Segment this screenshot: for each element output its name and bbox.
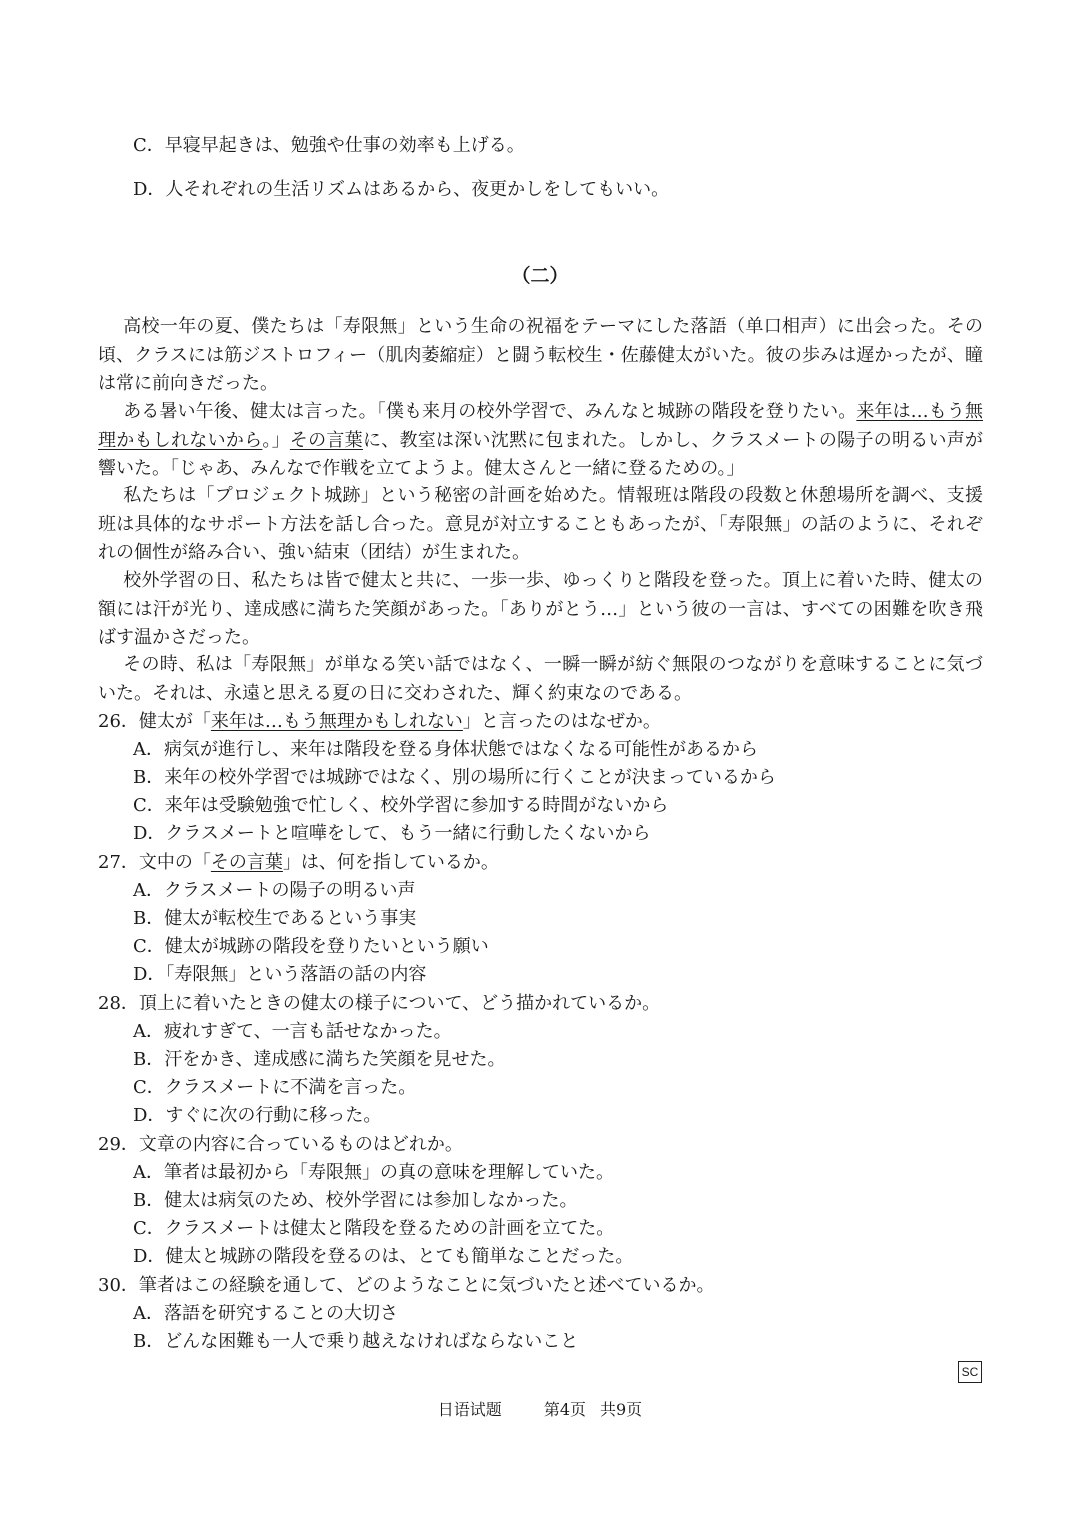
question-27-option-d: D．「寿限無」という落語の話の内容 — [133, 964, 427, 985]
passage-paragraph-4: 校外学習の日、私たちは皆で健太と共に、一歩一歩、ゆっくりと階段を登った。頂上に着いた時、健太の額には汗が光り、達成感に満ちた笑顔があった。「ありがとう…」という彼の一言は、すべての困難を吹き飛ばす温かさだった。 — [98, 570, 983, 648]
question-26-option-c: C．来年は受験勉強で忙しく、校外学習に参加する時間がないから — [133, 795, 669, 816]
question-29-option-b: B．健太は病気のため、校外学習には参加しなかった。 — [133, 1190, 578, 1211]
prev-option-c: C．早寝早起きは、勉強や仕事の効率も上げる。 — [133, 135, 525, 156]
question-27-option-a: A．クラスメートの陽子の明るい声 — [133, 880, 416, 901]
question-30-option-b: B．どんな困難も一人で乗り越えなければならないこと — [133, 1331, 579, 1352]
question-27-option-b: B．健太が転校生であるという事実 — [133, 908, 417, 929]
underlined-phrase-1: 来年は…もう無理かもしれないから — [98, 401, 984, 451]
question-30-stem: 30．筆者はこの経験を通して、どのようなことに気づいたと述べているか。 — [98, 1275, 715, 1296]
underlined-phrase-2: その言葉 — [289, 429, 363, 451]
question-27-option-c: C．健太が城跡の階段を登りたいという願い — [133, 936, 489, 957]
stem-underlined: 来年は…もう無理かもしれない — [210, 711, 463, 732]
passage-paragraph-1: 高校一年の夏、僕たちは「寿限無」という生命の祝福をテーマにした落語（单口相声）に出会った。その頃、クラスには筋ジストロフィー（肌肉萎縮症）と闘う転校生・佐藤健太がいた。彼の歩みは遅かったが、瞳は常に前向きだった。 — [98, 316, 983, 394]
question-26-option-a: A．病気が進行し、来年は階段を登る身体状態ではなくなる可能性があるから — [133, 739, 758, 760]
question-30-option-a: A．落語を研究することの大切さ — [133, 1303, 398, 1324]
stem-text: 27．文中の「 — [98, 852, 211, 873]
stem-underlined: その言葉 — [210, 852, 283, 873]
footer-subject: 日语试题 — [437, 1400, 502, 1419]
passage-text: 。」 — [262, 429, 290, 451]
question-26-option-d: D．クラスメートと喧嘩をして、もう一緒に行動したくないから — [133, 823, 651, 844]
question-26-stem — [98, 708, 661, 736]
question-28-option-c: C．クラスメートに不満を言った。 — [133, 1077, 417, 1098]
passage-paragraph-3: 私たちは「プロジェクト城跡」という秘密の計画を始めた。情報班は階段の段数と休憩場所を調べ、支援班は具体的なサポート方法を話し合った。意見が対立することもあったが、「寿限無」の話のように、それぞれの個性が絡み合い、強い結束（团结）が生まれた。 — [98, 485, 983, 563]
stem-text: 」と言ったのはなぜか。 — [462, 711, 661, 732]
sc-mark: SC — [958, 1361, 982, 1383]
stem-text: 」は、何を指しているか。 — [282, 852, 499, 873]
question-28-option-b: B．汗をかき、達成感に満ちた笑顔を見せた。 — [133, 1049, 506, 1070]
passage-paragraph-5: その時、私は「寿限無」が単なる笑い話ではなく、一瞬一瞬が紡ぐ無限のつながりを意味することに気づいた。それは、永遠と思える夏の日に交わされた、輝く約束なのである。 — [98, 654, 983, 704]
footer-total-pages: 共9页 — [600, 1400, 643, 1419]
passage-text: に、教室は深い沈黙に包まれた。しかし、クラスメートの陽子の明るい声が響いた。「じゃあ、みんなで作戦を立てようよ。健太さんと一緒に登るための。」 — [98, 429, 984, 479]
question-27-stem — [98, 849, 499, 877]
passage-paragraph-2 — [98, 398, 983, 484]
question-26-option-b: B．来年の校外学習では城跡ではなく、別の場所に行くことが決まっているから — [133, 767, 776, 788]
prev-option-d: D．人それぞれの生活リズムはあるから、夜更かしをしてもいい。 — [133, 179, 670, 200]
question-29-option-c: C．クラスメートは健太と階段を登るための計画を立てた。 — [133, 1218, 615, 1239]
section-title: （二） — [511, 265, 569, 287]
question-28-stem: 28．頂上に着いたときの健太の様子について、どう描かれているか。 — [98, 993, 661, 1014]
question-29-stem: 29．文章の内容に合っているものはどれか。 — [98, 1134, 463, 1155]
footer-page-number: 第4页 — [543, 1400, 586, 1419]
passage-text: ある暑い午後、健太は言った。「僕も来月の校外学習で、みんなと城跡の階段を登りたい。 — [123, 401, 857, 422]
stem-text: 26．健太が「 — [98, 711, 211, 732]
question-28-option-d: D．すぐに次の行動に移った。 — [133, 1105, 382, 1126]
question-29-option-a: A．筆者は最初から「寿限無」の真の意味を理解していた。 — [133, 1162, 614, 1183]
page-footer — [0, 1398, 1080, 1422]
question-28-option-a: A．疲れすぎて、一言も話せなかった。 — [133, 1021, 452, 1042]
question-29-option-d: D．健太と城跡の階段を登るのは、とても簡単なことだった。 — [133, 1246, 634, 1267]
